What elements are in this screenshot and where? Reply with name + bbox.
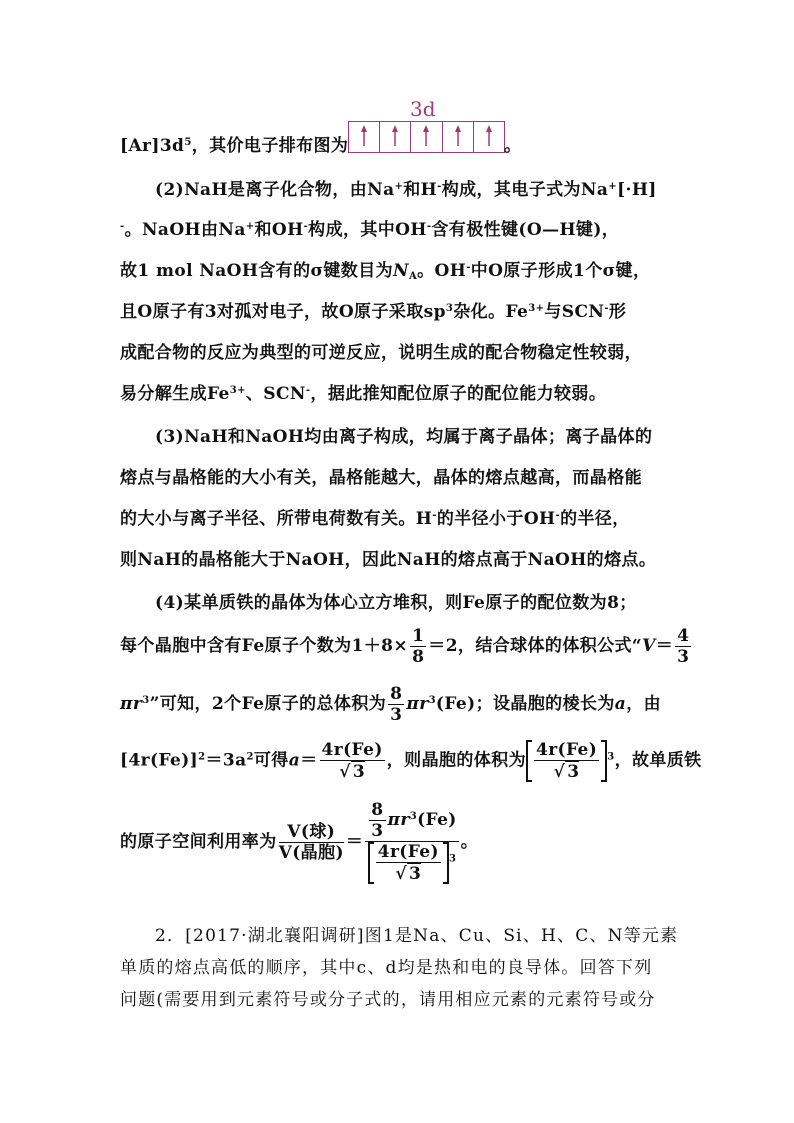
line-11: 则NaH的晶格能大于NaOH，因此NaH的熔点高于NaOH的熔点。	[120, 550, 657, 570]
line-5: 且O原子有3对孤对电子，故O原子采取$sp^3$杂化。$Fe^{3+}$与SCN-形	[120, 302, 627, 322]
line-6: 成配合物的反应为典型的可逆反应，说明生成的配合物稳定性较弱，	[120, 343, 642, 363]
fraction-4-3: $\frac{4}{3}$	[677, 626, 690, 667]
orbital-up-arrow-icon	[380, 122, 411, 152]
line-4: 故1 mol NaOH含有的σ键数目为$N_A$。OH-中O原子形成1个σ键，	[120, 261, 651, 282]
line-2: (2)NaH是离子化合物，由Na+和H-构成，其电子式为Na+[·H]	[155, 180, 657, 200]
line-13: 每个晶胞中含有Fe原子个数为1＋8× $\frac{1}{8}$ ＝2，结合球体的体积公式“V＝ $\frac{4}{3}$	[120, 626, 690, 667]
line-7: 易分解生成$Fe^{3+}$、SCN-，据此推知配位原子的配位能力较弱。	[120, 384, 607, 404]
orbital-label-3d: 3d	[410, 97, 436, 121]
line-9: 熔点与晶格能的大小有关，晶格能越大，晶体的熔点越高，而晶格能	[120, 468, 642, 488]
line-8: (3)NaH和NaOH均由离子构成，均属于离子晶体；离子晶体的	[155, 427, 653, 447]
line-17: 2．[2017·湖北襄阳调研]图1是Na、Cu、Si、H、C、N等元素	[155, 926, 679, 946]
line-14: $\pi r^3$”可知，2个Fe原子的总体积为 $\frac{8}{3}$ $\pi r^3(Fe)$；设晶胞的棱长为a，由	[120, 684, 661, 725]
orbital-up-arrow-icon	[474, 122, 504, 152]
fraction-8-3: $\frac{8}{3}$	[390, 684, 403, 725]
bracket-cube: $\frac{4r(Fe)}{√ 3}$	[526, 740, 607, 782]
line-3: -。NaOH由Na+和OH-构成，其中OH-含有极性键(O—H键)，	[120, 220, 620, 240]
fraction-utilization: $\frac{8}{3}$ $\pi r^3(Fe)$ $\frac{4r(Fe)}{√ 3}$ $^3$	[365, 800, 458, 884]
orbital-up-arrow-icon	[411, 122, 442, 152]
line-16: 的原子空间利用率为 $\frac{\text{V(球)}}{\text{V(晶胞)}}$ ＝ $\frac{8}{3}$ $\pi r^3(Fe)$ $\frac{4r(Fe)}{√ 3}$ $^3$ 。	[120, 800, 479, 884]
line-15: $[4r(Fe)]^2=3a^2$可得a＝ $\frac{4r(Fe)}{√ 3}$ ，则晶胞的体积为 $\frac{4r(Fe)}{√ 3}$ $^3$，故单质铁	[120, 740, 702, 782]
line-10: 的大小与离子半径、所带电荷数有关。H-的半径小于OH-的半径，	[120, 509, 630, 529]
fraction-4r-sqrt3: $\frac{4r(Fe)}{√ 3}$	[321, 740, 383, 782]
line-19: 问题(需要用到元素符号或分子式的，请用相应元素的元素符号或分	[120, 990, 656, 1010]
fraction-v-ratio: $\frac{\text{V(球)}}{\text{V(晶胞)}}$	[278, 821, 344, 863]
line-1: $[Ar]3d^5$，其价电子排布图为	[120, 136, 349, 156]
fraction-1-8: $\frac{1}{8}$	[412, 626, 425, 667]
orbital-up-arrow-icon	[349, 122, 380, 152]
line-18: 单质的熔点高低的顺序，其中c、d均是热和电的良导体。回答下列	[120, 958, 653, 978]
orbital-diagram	[348, 121, 505, 153]
orbital-up-arrow-icon	[443, 122, 474, 152]
line-12: (4)某单质铁的晶体为体心立方堆积，则Fe原子的配位数为8；	[155, 593, 637, 613]
line-1-end: 。	[504, 136, 522, 156]
